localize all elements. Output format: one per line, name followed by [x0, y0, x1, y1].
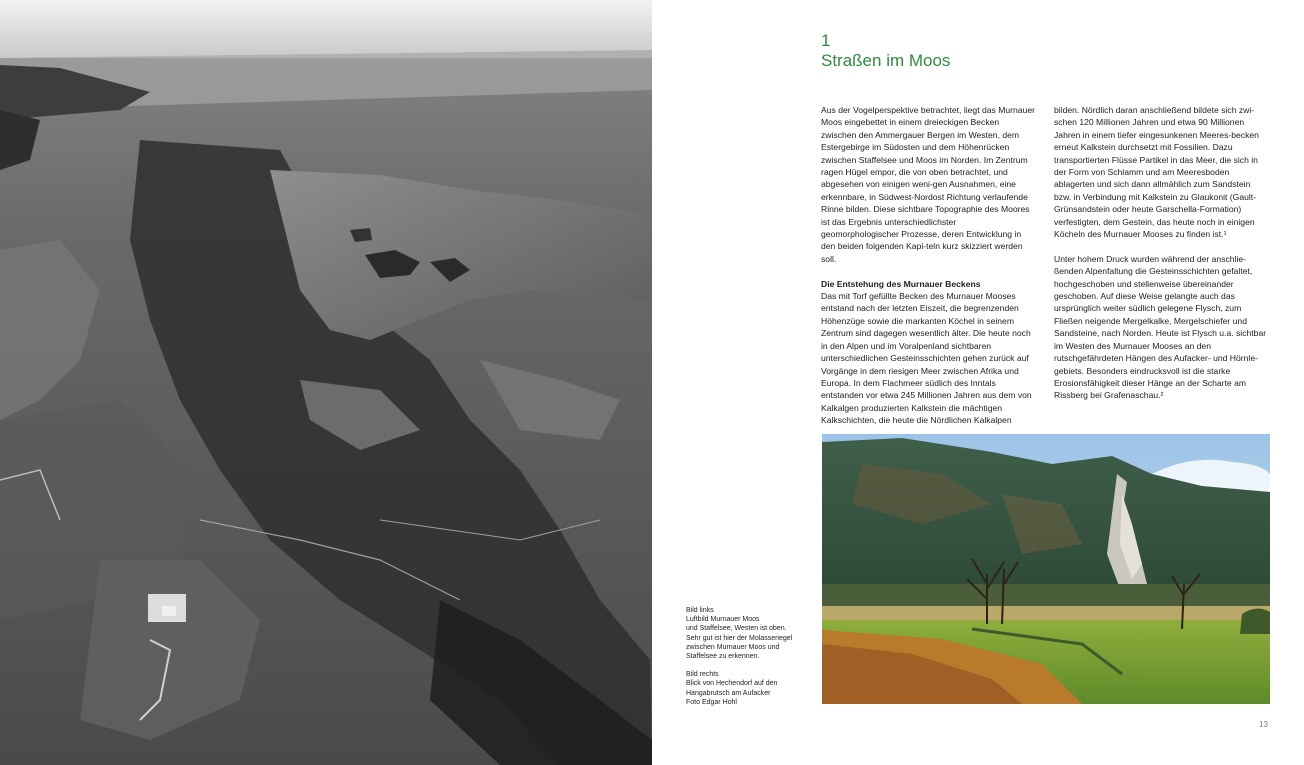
text-column-2 [1054, 104, 1268, 414]
caption-line: Luftbild Murnauer Moos [686, 616, 760, 624]
caption-line: Staffelsee zu erkennen. [686, 653, 760, 661]
paragraph-fossils: bilden. Nördlich daran anschließend bildete sich zwi-schen 120 Millionen Jahren und etwa 90 Millionen Jahren in einem tiefer eingesunkenen Meeres-becken erneut Kalkstein durchsetzt mit Fossilien. Dazu transportierten Flüsse Partikel in das Meer, die sich in der Form von Schlamm und am Meeresboden ablagerten und sich dann allmählich zum Sandstein bzw. in Verbindung mit Kalkstein zu Glaukonit (Gault-Grünsandstein oder heute Garschella-Formation) verfestigten, dem Gestein, das heute noch in einigen Köcheln des Murnauer Mooses zu finden ist.¹ [1054, 105, 1259, 240]
page-number: 13 [1259, 720, 1268, 729]
caption-line: Hangabrutsch am Aufacker [686, 689, 771, 697]
caption-line: Blick von Hechendorf auf den [686, 680, 778, 688]
body-paragraph: Das mit Torf gefüllte Becken des Murnauer Mooses entstand nach der letzten Eiszeit, die begrenzenden Höhenzüge sowie die markanten Köchel in seinem Zentrum sind dagegen wesentlich älter. Die heute noch in den Alpen und im Voralpenland sichtbaren unterschiedlichen Gesteinsschichten gehen zurück auf Vorgänge in dem riesigen Meer zwischen Afrika und Europa. In dem Flachmeer südlich des Inntals entstanden vor etwa 245 Millionen Jahren aus dem von Kalkalgen produzierten Kalkstein die mächtigen Kalkschichten, die heute die Nördlichen Kalkalpen [821, 291, 1032, 426]
landscape-photo-aufacker [822, 434, 1270, 704]
chapter-number: 1 [821, 31, 831, 50]
intro-paragraph: Aus der Vogelperspektive betrachtet, liegt das Murnauer Moos eingebettet in einem dreieckigen Becken zwischen den Ammergauer Bergen im Westen, dem Estergebirge im Südosten und dem Höhenrücken zwischen Staffelsee und Moos im Norden. Im Zentrum ragen Hügel empor, die von oben betrachtet, und abgesehen von einigen weni-gen Ausnahmen, eine erkennbare, in Südwest-Nordost Richtung verlaufende Rinne bilden. Diese sichtbare Topographie des Moores ist das Ergebnis unterschiedlichster geomorphologischer Prozesse, deren Entwicklung in den beiden folgenden Kapi-teln kurz skizziert werden soll. [821, 105, 1036, 264]
text-column-1 [821, 104, 1035, 439]
caption-line: und Staffelsee, Westen ist oben. [686, 625, 787, 633]
caption-label: Bild rechts [686, 671, 719, 679]
paragraph-alpenfaltung: Unter hohem Druck wurden während der anschlie-ßenden Alpenfaltung die Gesteinsschichten gefaltet, hochgeschoben und stellenweise übereinander geschoben. Auf diese Weise gelangte auch das ursprünglich weiter südlich gelegene Flysch, zum Fließen neigende Mergelkalke, Mergelschiefer und Sandsteine, nach Norden. Heute ist Flysch u.a. sichtbar im Westen des Murnauer Mooses an den rutschgefährdeten Hängen des Aufacker- und Hörnle-gebiets. Besonders eindrucksvoll ist die starke Erosionsfähigkeit dieser Hänge an der Scharte am Rissberg bei Grafenaschau.² [1054, 253, 1267, 401]
caption-label: Bild links [686, 607, 714, 614]
section-subheading: Die Entstehung des Murnauer Beckens [821, 278, 981, 289]
caption-line: Sehr gut ist hier der Molasseriegel [686, 634, 793, 642]
photo-credit: Foto Edgar Hohl [686, 698, 737, 706]
image-captions [686, 606, 806, 716]
caption-right-image [686, 670, 806, 707]
caption-left-image [686, 606, 806, 661]
caption-line: zwischen Murnauer Moos und [686, 643, 780, 651]
chapter-title: Straßen im Moos [821, 51, 951, 70]
